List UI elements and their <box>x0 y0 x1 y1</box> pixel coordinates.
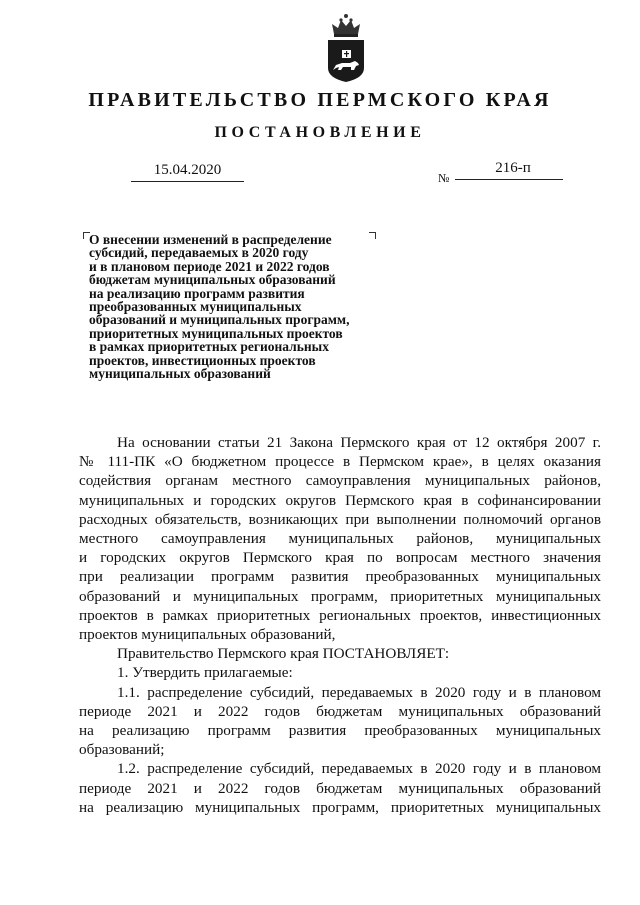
document-type: ПОСТАНОВЛЕНИЕ <box>214 124 426 141</box>
subject-line: и в плановом периоде 2021 и 2022 годов <box>89 258 330 274</box>
document-date: 15.04.2020 <box>131 162 244 182</box>
body-line: проектов муниципальных образований, <box>79 626 336 644</box>
body-line: На основании статьи 21 Закона Пермского края от 12 октября 2007 г. <box>117 434 601 451</box>
subject-line: образований и муниципальных программ, <box>89 312 350 328</box>
subject-line: на реализацию программ развития <box>89 285 305 301</box>
body-line: 1.2. распределение субсидий, передаваемых в 2020 году и в плановом <box>117 760 601 778</box>
body-line: образований; <box>79 741 165 759</box>
body-line: № 111-ПК «О бюджетном процессе в Пермском крае», в целях оказания <box>79 453 601 471</box>
subject-line: в рамках приоритетных региональных <box>89 339 329 355</box>
body-line: муниципальных и городских округов Пермского края в софинансировании <box>79 491 601 509</box>
body-line: при реализации программ развития преобразованных муниципальных <box>79 568 601 586</box>
perm-krai-coat-of-arms-icon <box>322 12 370 84</box>
subject-line: проектов, инвестиционных проектов <box>89 352 316 368</box>
body-line: расходных обязательств, возникающих при выполнении полномочий органов <box>79 510 601 528</box>
body-line: Правительство Пермского края ПОСТАНОВЛЯЕТ: <box>117 645 450 663</box>
body-line: образований и муниципальных программ, приоритетных муниципальных <box>79 587 601 605</box>
subject-line: муниципальных образований <box>89 365 271 381</box>
body-line: и городских округов Пермского края по вопросам местного значения <box>79 549 601 567</box>
document-number: 216-п <box>455 160 563 180</box>
number-sign: № <box>438 171 450 185</box>
body-line: проектов в рамках приоритетных региональных проектов, инвестиционных <box>79 606 601 624</box>
document-body <box>79 433 601 817</box>
body-line: содействия органам местного самоуправления муниципальных районов, <box>79 472 601 490</box>
body-line: 1. Утвердить прилагаемые: <box>117 664 293 682</box>
subject-line: бюджетам муниципальных образований <box>89 272 336 288</box>
document-subject <box>89 233 389 380</box>
subject-line: преобразованных муниципальных <box>89 298 302 314</box>
body-line: периоде 2021 и 2022 годов бюджетам муниципальных образований <box>79 779 601 797</box>
subject-line: О внесении изменений в распределение <box>89 232 332 247</box>
subject-line: приоритетных муниципальных проектов <box>89 325 343 341</box>
body-line: на реализацию программ развития преобразованных муниципальных <box>79 722 601 740</box>
subject-line: субсидий, передаваемых в 2020 году <box>89 245 309 261</box>
body-line: периоде 2021 и 2022 годов бюджетам муниципальных образований <box>79 702 601 720</box>
body-line: местного самоуправления муниципальных районов, муниципальных <box>79 530 601 548</box>
body-line: 1.1. распределение субсидий, передаваемых в 2020 году и в плановом <box>117 683 601 701</box>
body-line: на реализацию муниципальных программ, приоритетных муниципальных <box>79 798 601 816</box>
government-title: ПРАВИТЕЛЬСТВО ПЕРМСКОГО КРАЯ <box>88 89 552 111</box>
